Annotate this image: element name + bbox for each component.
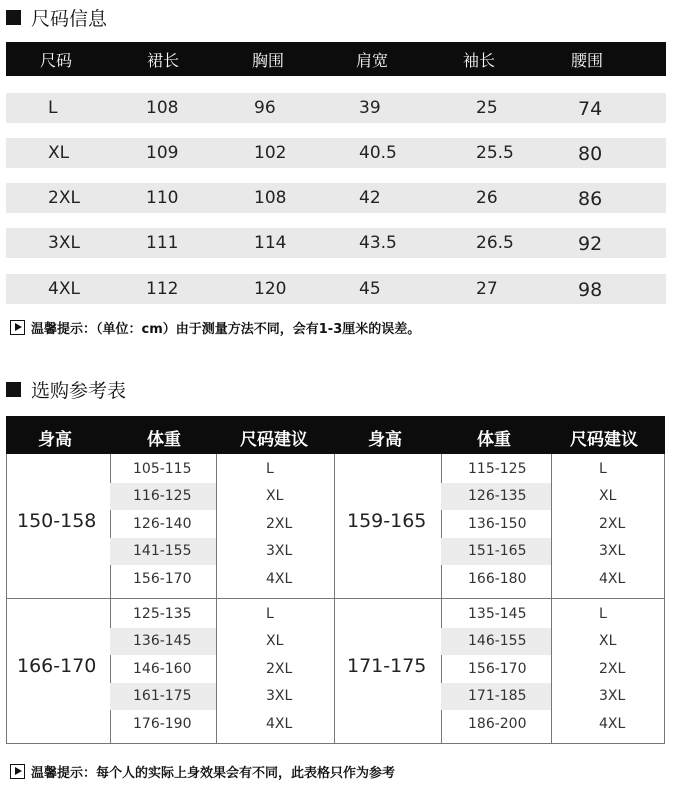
weight-cell: 176-190 [133,716,192,732]
header-size: 尺码 [40,50,73,70]
guide-block [6,599,665,744]
size-advice-cell: L [266,606,274,622]
guide-row [7,456,666,483]
weight-cell: 186-200 [468,716,527,732]
height-range-left: 150-158 [17,510,97,532]
guide-title [6,376,126,403]
weight-cell: 146-160 [133,661,192,677]
waist-cell: 74 [578,98,603,120]
weight-cell: 141-155 [133,543,192,559]
size-row [6,138,666,168]
size-advice-cell: 4XL [266,571,293,587]
shoulder-cell: 42 [359,188,381,208]
shoulder-cell: 39 [359,98,381,118]
size-advice-cell: 4XL [599,716,626,732]
guide-row [7,711,666,738]
length-cell: 111 [146,233,179,253]
size-advice-cell: 3XL [266,688,293,704]
size-advice-cell: 3XL [266,543,293,559]
guide-row [7,656,666,683]
size-advice-cell: 2XL [599,661,626,677]
header-height-right: 身高 [368,430,402,450]
bust-cell: 102 [254,143,287,163]
header-size-advice-right: 尺码建议 [570,430,638,450]
bust-cell: 120 [254,279,287,299]
reference-note-text: 温馨提示：每个人的实际上身效果会有不同，此表格只作为参考 [31,766,396,781]
square-bullet-icon [6,10,21,25]
play-icon [10,764,25,779]
weight-cell: 161-175 [133,688,192,704]
size-advice-cell: 2XL [266,516,293,532]
bust-cell: 96 [254,98,276,118]
header-waist: 腰围 [571,50,604,70]
waist-cell: 86 [578,188,603,210]
guide-row [7,566,666,593]
weight-cell: 126-135 [468,488,527,504]
height-range-right: 171-175 [347,655,427,677]
header-dress-length: 裙长 [147,50,180,70]
weight-cell: 126-140 [133,516,192,532]
weight-cell: 151-165 [468,543,527,559]
play-icon [10,320,25,335]
size-advice-cell: XL [599,488,617,504]
guide-row [7,683,666,710]
size-table-header [6,42,666,76]
guide-row [7,538,666,565]
size-advice-cell: L [599,606,607,622]
size-advice-cell: XL [266,488,284,504]
sleeve-cell: 27 [476,279,498,299]
size-advice-cell: L [599,461,607,477]
shoulder-cell: 43.5 [359,233,397,253]
length-cell: 109 [146,143,179,163]
guide-row [7,483,666,510]
weight-cell: 125-135 [133,606,192,622]
bust-cell: 114 [254,233,287,253]
size-cell: 2XL [48,188,80,208]
guide-row [7,511,666,538]
weight-cell: 136-150 [468,516,527,532]
sleeve-cell: 26.5 [476,233,514,253]
size-advice-cell: XL [266,633,284,649]
header-sleeve: 袖长 [463,50,496,70]
weight-cell: 156-170 [133,571,192,587]
weight-cell: 105-115 [133,461,192,477]
header-bust: 胸围 [252,50,285,70]
size-advice-cell: 2XL [266,661,293,677]
size-advice-cell: L [266,461,274,477]
length-cell: 112 [146,279,179,299]
size-guide-table [6,416,665,744]
header-height-left: 身高 [38,430,72,450]
guide-block [6,454,665,599]
guide-row [7,628,666,655]
size-row [6,228,666,258]
size-info-title [6,4,107,31]
weight-cell: 136-145 [133,633,192,649]
sleeve-cell: 25 [476,98,498,118]
size-advice-cell: 4XL [599,571,626,587]
sleeve-cell: 26 [476,188,498,208]
sleeve-cell: 25.5 [476,143,514,163]
length-cell: 108 [146,98,179,118]
header-weight-left: 体重 [147,430,181,450]
guide-title-text: 选购参考表 [31,380,127,402]
waist-cell: 92 [578,233,603,255]
length-cell: 110 [146,188,179,208]
weight-cell: 156-170 [468,661,527,677]
header-weight-right: 体重 [477,430,511,450]
height-range-left: 166-170 [17,655,97,677]
height-range-right: 159-165 [347,510,427,532]
waist-cell: 98 [578,279,603,301]
weight-cell: 171-185 [468,688,527,704]
size-cell: 4XL [48,279,80,299]
guide-row [7,601,666,628]
size-cell: L [48,98,58,118]
shoulder-cell: 45 [359,279,381,299]
size-info-title-text: 尺码信息 [31,8,108,30]
size-cell: XL [48,143,70,163]
header-size-advice-left: 尺码建议 [240,430,308,450]
weight-cell: 115-125 [468,461,527,477]
size-cell: 3XL [48,233,80,253]
size-row [6,274,666,304]
waist-cell: 80 [578,143,603,165]
measurement-note [10,318,420,337]
size-advice-cell: 3XL [599,543,626,559]
header-shoulder: 肩宽 [356,50,389,70]
bust-cell: 108 [254,188,287,208]
size-advice-cell: 3XL [599,688,626,704]
weight-cell: 166-180 [468,571,527,587]
shoulder-cell: 40.5 [359,143,397,163]
reference-note [10,762,395,781]
measurement-note-text: 温馨提示：（单位：cm）由于测量方法不同，会有1-3厘米的误差。 [31,322,421,337]
size-row [6,183,666,213]
guide-table-header [6,416,665,454]
weight-cell: 135-145 [468,606,527,622]
size-advice-cell: XL [599,633,617,649]
size-row [6,93,666,123]
weight-cell: 116-125 [133,488,192,504]
size-advice-cell: 4XL [266,716,293,732]
square-bullet-icon [6,382,21,397]
size-advice-cell: 2XL [599,516,626,532]
weight-cell: 146-155 [468,633,527,649]
